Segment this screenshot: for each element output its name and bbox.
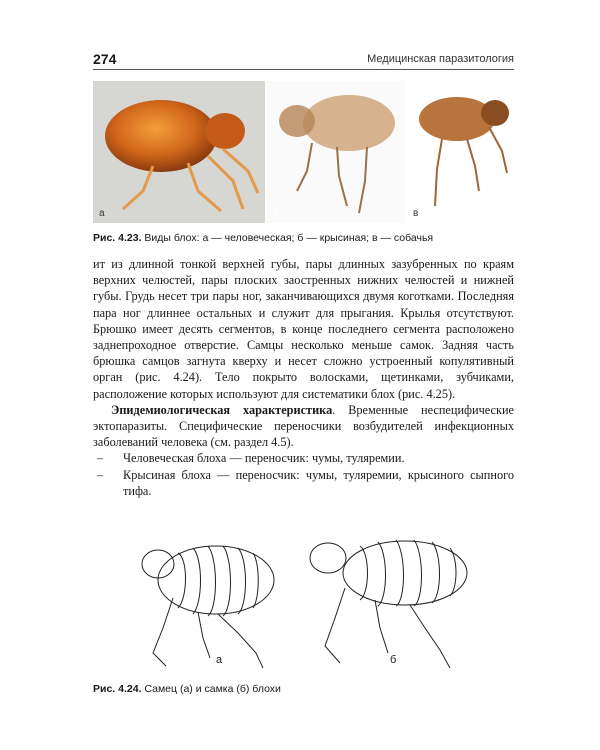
paragraph-2-heading: Эпидемиологическая характеристика — [111, 402, 333, 417]
dog-flea-image — [407, 81, 514, 223]
paragraph-1: ит из длинной тонкой верхней губы, пары длинных зазубренных по краям верхних челюстей, пары плоских заостренных нижних челюстей и нижней губы. Грудь несет три пары ног, заканчивающихся двумя коготками. Последняя пара ног длиннее остальных и служит для прыгания. Крылья отсутствуют. Брюшко имеет десять сегментов, в конце последнего сегмента расположено заднепроходное отверстие. Самцы несколько меньше самок. Задняя часть брюшка самцов загнута кверху и несет сложно устроенный копулятивный орган (рис. 4.24). Тело покрыто волосками, щетинками, зубчиками, расположение которых используют для систематики блох (рис. 4.25). — [93, 257, 514, 401]
drawing-female-flea — [300, 528, 478, 676]
photo-rat-flea — [267, 81, 405, 223]
page-header — [93, 51, 514, 71]
photo-label-c: в — [413, 208, 419, 219]
figure1-caption — [93, 232, 433, 244]
figure2-caption — [93, 683, 281, 695]
drawing-label-b: б — [390, 654, 397, 666]
figure2-caption-number: Рис. 4.24. — [93, 683, 142, 695]
list-item-1: – Человеческая блоха — переносчик: чумы, туляремии. — [97, 451, 405, 466]
figure2-caption-text: Самец (а) и самка (б) блохи — [144, 683, 281, 695]
paragraph-2-text: . Временные неспецифические эктопаразиты. Специфические переносчики возбудителей инфекционных заболеваний человека (см. раздел 4.5). — [93, 402, 514, 450]
paragraph-2 — [93, 402, 514, 451]
drawing-label-a: а — [216, 654, 223, 666]
female-flea-drawing — [300, 528, 478, 676]
figure1-caption-text: Виды блох: а — человеческая; б — крысиная; в — собачья — [144, 232, 434, 244]
photo-dog-flea — [407, 81, 514, 223]
body-text — [93, 256, 514, 499]
human-flea-image — [93, 81, 265, 223]
drawing-male-flea — [118, 528, 296, 676]
photo-label-a: а — [99, 208, 105, 219]
male-flea-drawing — [118, 528, 296, 676]
list-item-2: – Крысиная блоха — переносчик: чумы, туляремии, крысиного сыпного тифа. — [97, 467, 514, 498]
figure1-caption-number: Рис. 4.23. — [93, 232, 142, 244]
header-rule — [93, 69, 514, 70]
photo-label-b: б — [273, 208, 279, 219]
running-title: Медицинская паразитология — [367, 53, 514, 65]
rat-flea-image — [267, 81, 405, 223]
photo-human-flea — [93, 81, 265, 223]
page-number: 274 — [93, 51, 117, 67]
